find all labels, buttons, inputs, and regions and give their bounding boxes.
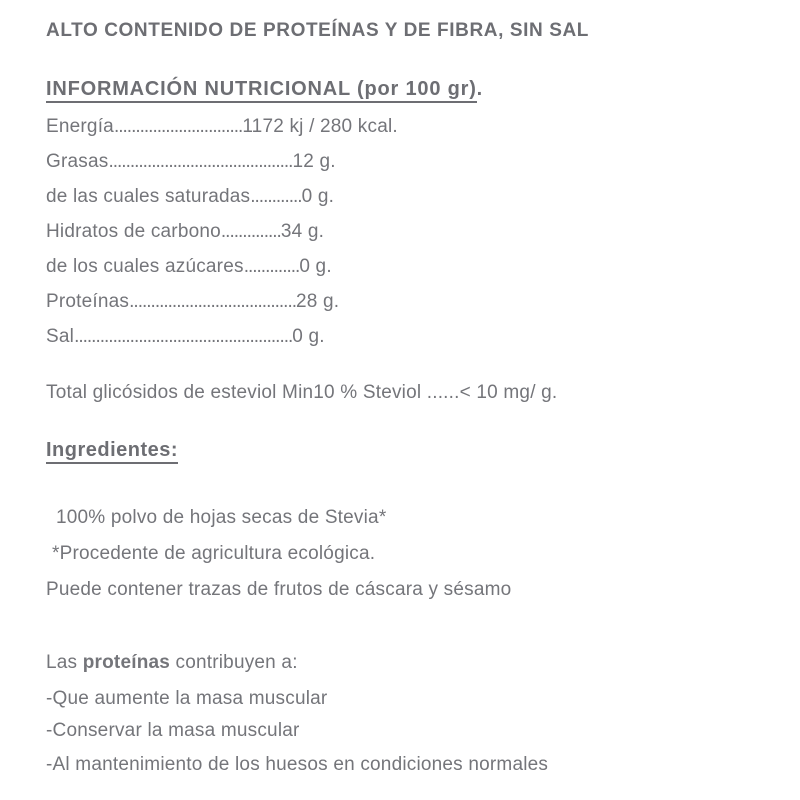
dot-leader: .............. xyxy=(220,221,281,242)
nutrient-label: Hidratos de carbono xyxy=(46,221,221,242)
ingredient-line: *Procedente de agricultura ecológica. xyxy=(52,543,376,564)
dot-leader: .............................. xyxy=(113,116,243,137)
nutrient-label: Grasas xyxy=(46,151,109,172)
nutrient-label: Sal xyxy=(46,326,75,347)
nutrition-title-text: INFORMACIÓN NUTRICIONAL (por 100 gr) xyxy=(46,78,477,103)
nutrient-label: Proteínas xyxy=(46,291,130,312)
dot-leader: ............. xyxy=(243,256,300,277)
dot-leader: ....................................... xyxy=(129,291,297,312)
nutrient-value: 0 g. xyxy=(301,186,335,207)
claims-intro-bold: proteínas xyxy=(82,652,171,673)
claims-intro xyxy=(46,650,770,676)
dot-leader: ................................................... xyxy=(74,326,293,347)
nutrition-title-period: . xyxy=(476,78,484,100)
nutrition-title xyxy=(46,76,770,102)
steviol-note: Total glicósidos de esteviol Min10 % Steviol ......< 10 mg/ g. xyxy=(46,382,558,403)
ingredients-title xyxy=(46,437,770,463)
ingredient-line: Puede contener trazas de frutos de cáscara y sésamo xyxy=(46,579,512,600)
claim-item: -Conservar la masa muscular xyxy=(46,720,300,741)
claim-item: -Que aumente la masa muscular xyxy=(46,688,328,709)
dot-leader: ............ xyxy=(250,186,302,207)
nutrient-label: de los cuales azúcares xyxy=(46,256,244,277)
label-header: ALTO CONTENIDO DE PROTEÍNAS Y DE FIBRA, SIN SAL xyxy=(46,20,590,41)
dot-leader: ........................................... xyxy=(108,151,293,172)
claims-intro-suffix: contribuyen a: xyxy=(170,652,298,673)
nutrient-value: 1172 kj / 280 kcal. xyxy=(242,116,398,137)
nutrition-row-grasas xyxy=(46,149,770,175)
nutrient-value: 34 g. xyxy=(280,221,325,242)
nutrition-row-sal xyxy=(46,324,770,350)
nutrition-row-hidratos xyxy=(46,219,770,245)
nutrient-value: 0 g. xyxy=(292,326,325,347)
nutrient-value: 28 g. xyxy=(296,291,340,312)
ingredients-title-text: Ingredientes: xyxy=(46,439,178,464)
nutrient-label: de las cuales saturadas xyxy=(46,186,251,207)
nutrient-label: Energía xyxy=(46,116,114,137)
nutrition-row-saturadas xyxy=(46,184,770,210)
claim-item: -Al mantenimiento de los huesos en condiciones normales xyxy=(46,754,549,775)
nutrition-row-proteinas xyxy=(46,289,770,315)
nutrient-value: 12 g. xyxy=(292,151,336,172)
ingredient-line: 100% polvo de hojas secas de Stevia* xyxy=(56,507,387,528)
claims-intro-prefix: Las xyxy=(46,652,83,673)
nutrition-table xyxy=(46,114,770,350)
nutrition-row-energia xyxy=(46,114,770,140)
nutrient-value: 0 g. xyxy=(299,256,332,277)
nutrition-row-azucares xyxy=(46,254,770,280)
